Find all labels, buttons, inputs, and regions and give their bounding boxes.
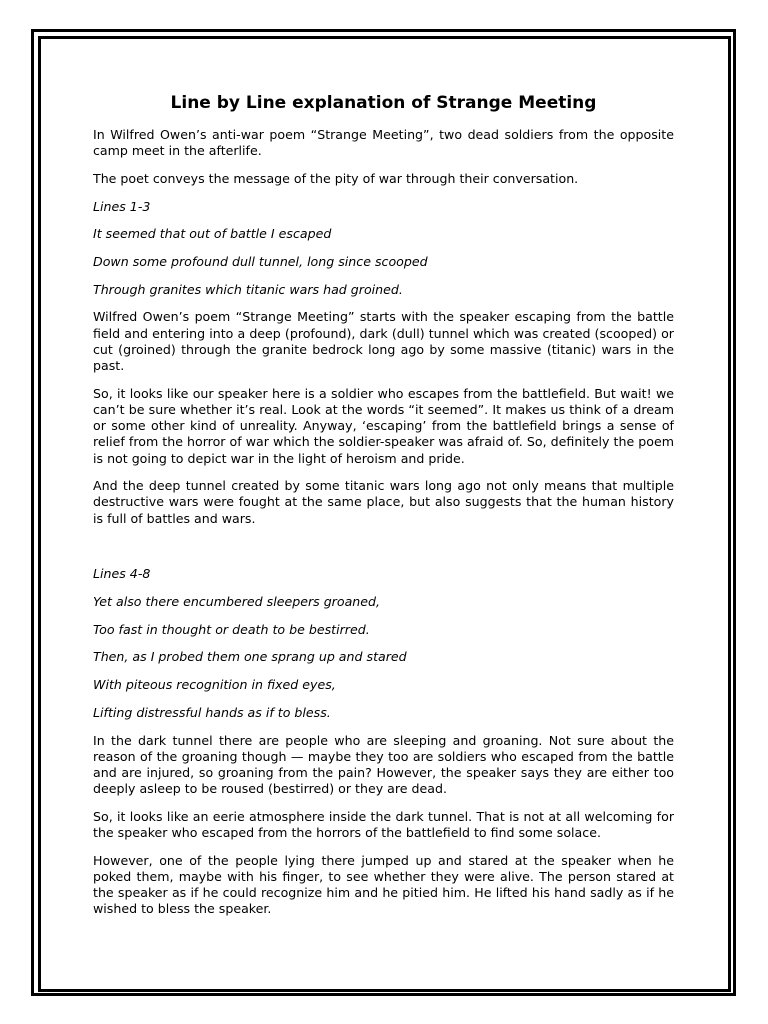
document-title: Line by Line explanation of Strange Meeting: [170, 93, 597, 113]
section2-heading: Lines 4-8: [93, 566, 151, 582]
intro-paragraph-2: The poet conveys the message of the pity of war through their conversation.: [93, 170, 579, 186]
section1-poem-line-2: Down some profound dull tunnel, long since scooped: [93, 254, 428, 270]
intro-paragraph-1: In Wilfred Owen’s anti-war poem “Strange Meeting”, two dead soldiers from the opposite camp meet in the afterlife.: [93, 127, 674, 159]
section2-paragraph-2: So, it looks like an eerie atmosphere inside the dark tunnel. That is not at all welcoming for the speaker who escaped from the horrors of the battlefield to find some solace.: [93, 808, 674, 841]
section2-poem-line-3: Then, as I probed them one sprang up and stared: [93, 649, 407, 665]
section2-poem-line-1: Yet also there encumbered sleepers groaned,: [93, 594, 381, 610]
section2-poem-line-5: Lifting distressful hands as if to bless.: [93, 704, 331, 720]
section2-poem-line-2: Too fast in thought or death to be bestirred.: [93, 621, 370, 637]
section1-paragraph-2: So, it looks like our speaker here is a soldier who escapes from the battlefield. But wait! we can’t be sure whether it’s real. Look at the words “it seemed”. It makes us think of a dream or some other kind of unreality. Anyway, ‘escaping’ from the battlefield brings a sense of relief from the horror of war which the soldier-speaker was afraid of. So, definitely the poem is not going to depict war in the light of heroism and pride.: [93, 385, 674, 466]
section2-paragraph-1: In the dark tunnel there are people who are sleeping and groaning. Not sure about the reason of the groaning though — maybe they too are soldiers who escaped from the battle and are injured, so groaning from the pain? However, the speaker says they are either too deeply asleep to be roused (bestirred) or they are dead.: [93, 732, 674, 797]
document-body: [93, 92, 674, 929]
section2-poem-line-4: With piteous recognition in fixed eyes,: [93, 677, 336, 693]
section2-paragraph-3: However, one of the people lying there jumped up and stared at the speaker when he poked them, maybe with his finger, to see whether they were alive. The person stared at the speaker as if he could recognize him and he pitied him. He lifted his hand sadly as if he wished to bless the speaker.: [93, 852, 674, 917]
section1-poem-line-1: It seemed that out of battle I escaped: [93, 226, 332, 242]
section1-heading: Lines 1-3: [93, 198, 151, 214]
section1-poem-line-3: Through granites which titanic wars had groined.: [93, 281, 403, 297]
section1-paragraph-3: And the deep tunnel created by some titanic wars long ago not only means that multiple destructive wars were fought at the same place, but also suggests that the human history is full of battles and wars.: [93, 478, 674, 526]
section1-paragraph-1: Wilfred Owen’s poem “Strange Meeting” starts with the speaker escaping from the battle field and entering into a deep (profound), dark (dull) tunnel which was created (scooped) or cut (groined) through the granite bedrock long ago by some massive (titanic) wars in the past.: [93, 309, 674, 374]
section-spacer: [93, 538, 674, 566]
